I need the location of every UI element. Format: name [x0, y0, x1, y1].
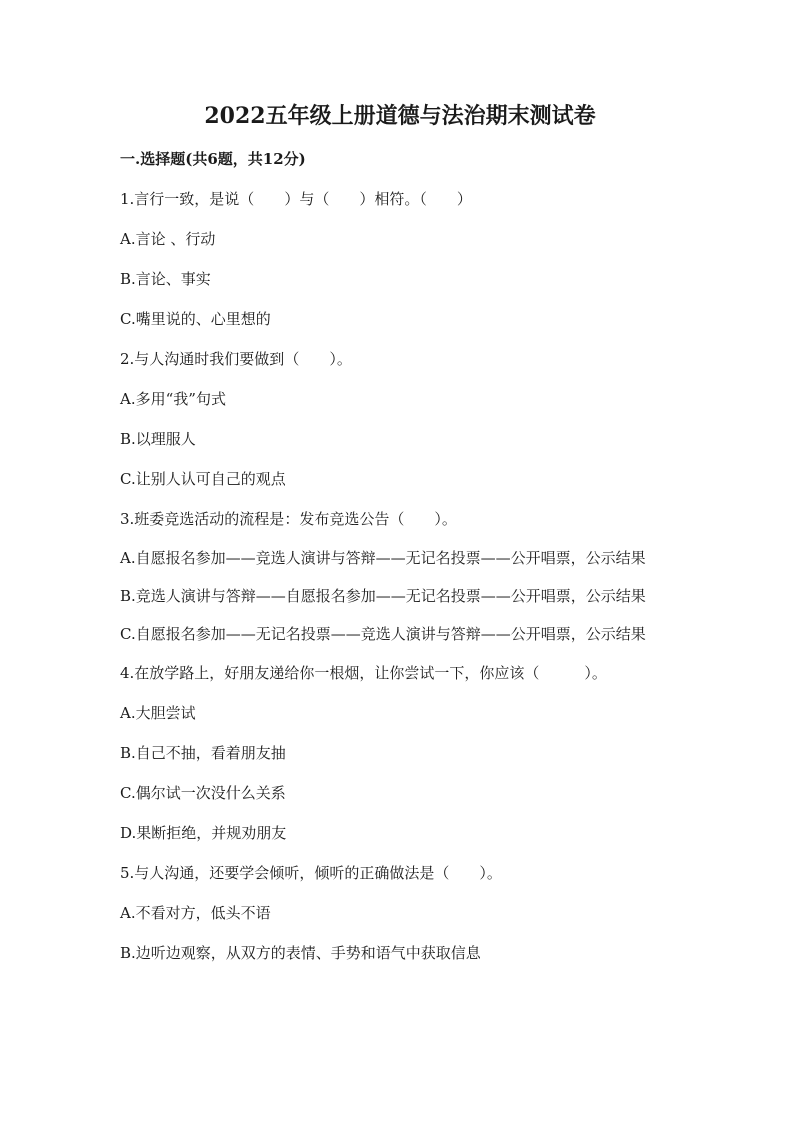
option-c: C.让别人认可自己的观点: [120, 470, 286, 488]
option-c: C.嘴里说的、心里想的: [120, 310, 271, 328]
option-a: A.多用“我”句式: [120, 390, 226, 408]
question-stem: 2.与人沟通时我们要做到（ ）。: [120, 350, 352, 368]
option-b: B.自己不抽，看着朋友抽: [120, 744, 286, 762]
option-b: B.竞选人演讲与答辩——自愿报名参加——无记名投票——公开唱票，公示结果: [120, 587, 646, 605]
option-a: A.大胆尝试: [120, 704, 196, 722]
question-1: [120, 186, 680, 332]
question-2: [120, 346, 680, 492]
question-3: [120, 506, 680, 646]
question-stem: 5.与人沟通，还要学会倾听，倾听的正确做法是（ ）。: [120, 864, 502, 882]
question-5: [120, 860, 680, 966]
question-4: [120, 660, 680, 846]
question-stem: 1.言行一致，是说（ ）与（ ）相符。（ ）: [120, 190, 472, 208]
option-a: A.自愿报名参加——竞选人演讲与答辩——无记名投票——公开唱票，公示结果: [120, 549, 646, 567]
option-c: C.偶尔试一次没什么关系: [120, 784, 286, 802]
section-heading: 一.选择题(共6题，共12分): [120, 150, 306, 168]
page-title: 2022五年级上册道德与法治期末测试卷: [204, 103, 596, 129]
option-b: B.以理服人: [120, 430, 196, 448]
option-c: C.自愿报名参加——无记名投票——竞选人演讲与答辩——公开唱票，公示结果: [120, 625, 646, 643]
question-stem: 3.班委竞选活动的流程是：发布竞选公告（ ）。: [120, 510, 457, 528]
option-a: A.言论 、行动: [120, 230, 216, 248]
option-a: A.不看对方，低头不语: [120, 904, 271, 922]
option-d: D.果断拒绝，并规劝朋友: [120, 824, 287, 842]
option-b: B.边听边观察，从双方的表情、手势和语气中获取信息: [120, 944, 481, 962]
option-b: B.言论、事实: [120, 270, 211, 288]
question-stem: 4.在放学路上，好朋友递给你一根烟，让你尝试一下，你应该（ ）。: [120, 664, 607, 682]
